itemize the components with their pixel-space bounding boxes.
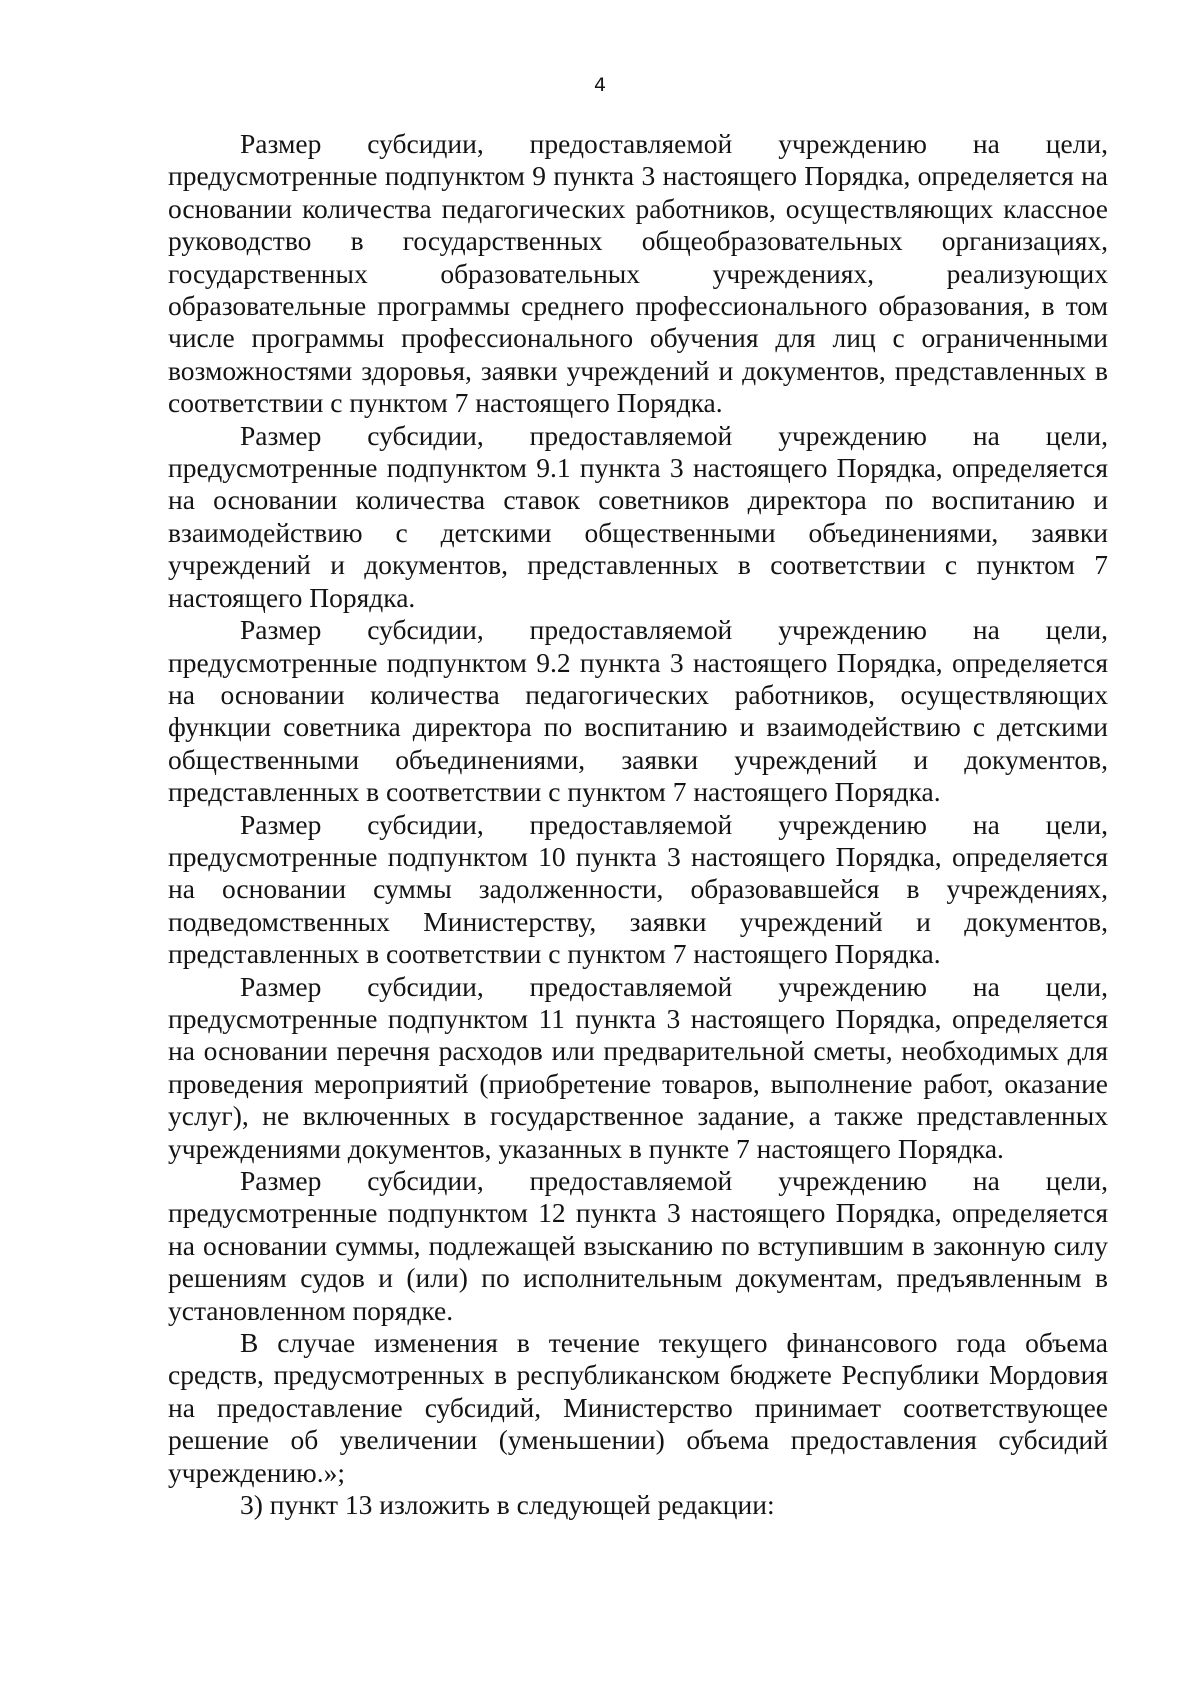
paragraph-amendment-item-13: 3) пункт 13 изложить в следующей редакции: bbox=[240, 1489, 775, 1521]
paragraph-subsidy-item-11: Размер субсидии, предоставляемой учреждению на цели, предусмотренные подпунктом 11 пункта 3 настоящего Порядка, определяется на основании перечня расходов или предварительной сметы, необходимых для проведения мероприятий (приобретение товаров, выполнение работ, оказание услуг), не включенных в государственное задание, а также представленных учреждениями документов, указанных в пункте 7 настоящего Порядка. bbox=[168, 970, 1108, 1164]
page-number: 4 bbox=[593, 74, 607, 96]
paragraph-subsidy-item-9-2: Размер субсидии, предоставляемой учреждению на цели, предусмотренные подпунктом 9.2 пункта 3 настоящего Порядка, определяется на основании количества педагогических работников, осуществляющих функции советника директора по воспитанию и взаимодействию с детскими общественными объединениями, заявки учреждений и документов, представленных в соответствии с пунктом 7 настоящего Порядка. bbox=[168, 614, 1108, 808]
paragraph-budget-change: В случае изменения в течение текущего финансового года объема средств, предусмотренных в республиканском бюджете Республики Мордовия на предоставление субсидий, Министерство принимает соответствующее решение об увеличении (уменьшении) объема предоставления субсидий учреждению.»; bbox=[168, 1327, 1108, 1488]
paragraph-subsidy-item-9-1: Размер субсидии, предоставляемой учреждению на цели, предусмотренные подпунктом 9.1 пункта 3 настоящего Порядка, определяется на основании количества ставок советников директора по воспитанию и взаимодействию с детскими общественными объединениями, заявки учреждений и документов, представленных в соответствии с пунктом 7 настоящего Порядка. bbox=[168, 419, 1108, 613]
paragraph-subsidy-item-9: Размер субсидии, предоставляемой учреждению на цели, предусмотренные подпунктом 9 пункта 3 настоящего Порядка, определяется на основании количества педагогических работников, осуществляющих классное руководство в государственных общеобразовательных организациях, государственных образовательных учреждениях, реализующих образовательные программы среднего профессионального образования, в том числе программы профессионального обучения для лиц с ограниченными возможностями здоровья, заявки учреждений и документов, представленных в соответствии с пунктом 7 настоящего Порядка. bbox=[168, 128, 1108, 419]
document-body bbox=[168, 128, 1108, 1521]
paragraph-subsidy-item-10: Размер субсидии, предоставляемой учреждению на цели, предусмотренные подпунктом 10 пункта 3 настоящего Порядка, определяется на основании суммы задолженности, образовавшейся в учреждениях, подведомственных Министерству, заявки учреждений и документов, представленных в соответствии с пунктом 7 настоящего Порядка. bbox=[168, 808, 1108, 970]
paragraph-subsidy-item-12: Размер субсидии, предоставляемой учреждению на цели, предусмотренные подпунктом 12 пункта 3 настоящего Порядка, определяется на основании суммы, подлежащей взысканию по вступившим в законную силу решениям судов и (или) по исполнительным документам, предъявленным в установленном порядке. bbox=[168, 1165, 1108, 1326]
